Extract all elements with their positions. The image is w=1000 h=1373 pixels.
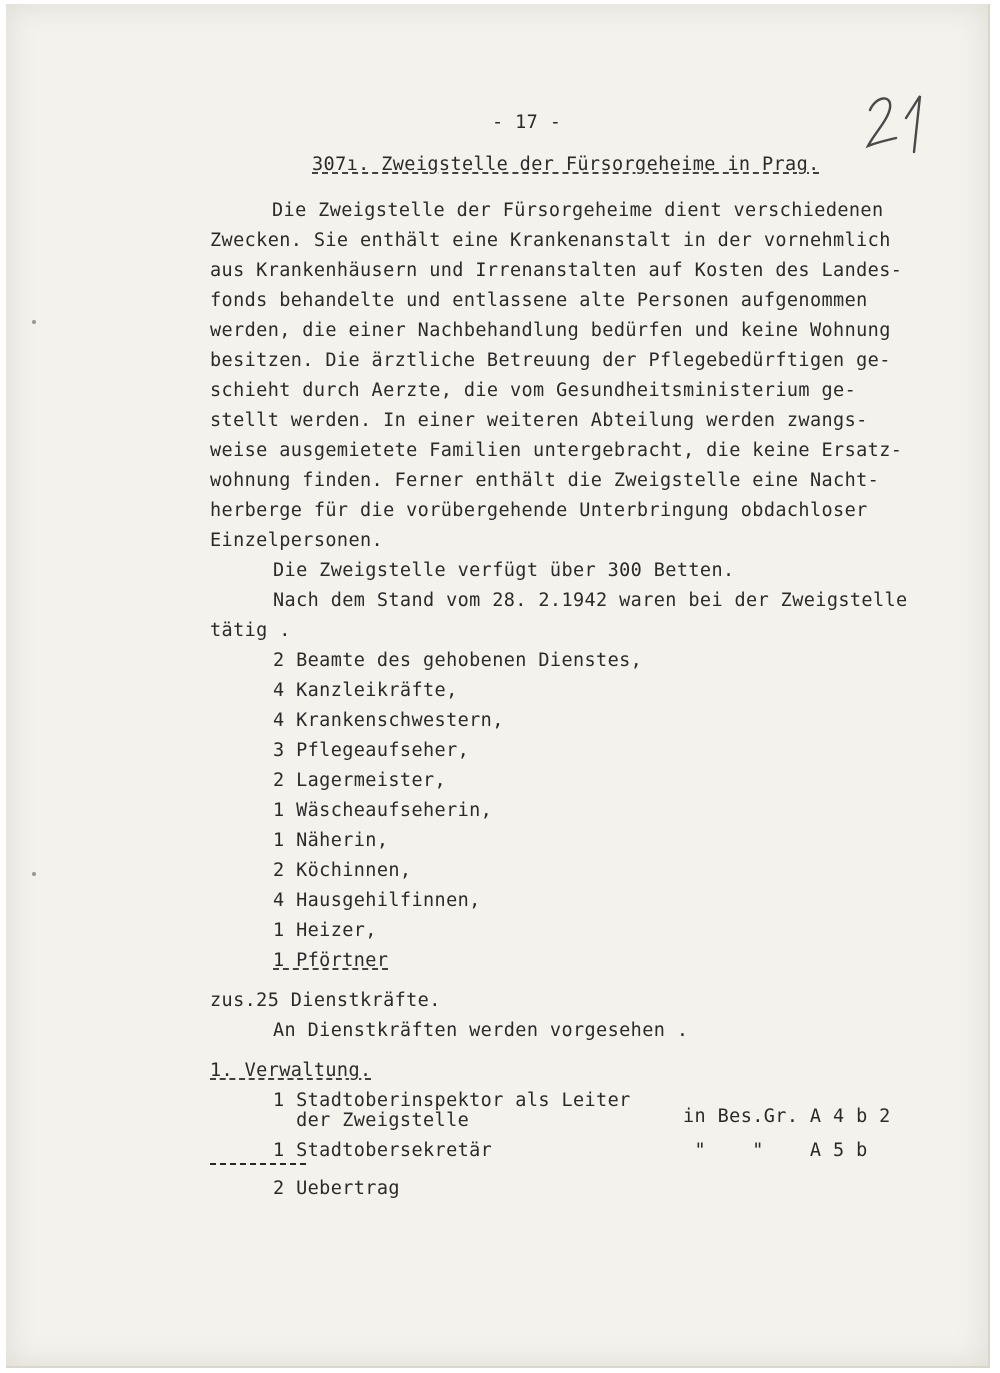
staff-item: 1 Pförtner: [273, 950, 389, 971]
paragraph-line: schieht durch Aerzte, die vom Gesundheitsministerium ge-: [210, 380, 857, 401]
page-number: - 17 -: [492, 112, 562, 133]
staff-item: 2 Köchinnen,: [273, 860, 412, 881]
position-line: 1 Stadtoberinspektor als Leiter: [273, 1090, 631, 1111]
staff-total: zus.25 Dienstkräfte.: [210, 990, 441, 1011]
paragraph-line: werden, die einer Nachbehandlung bedürfen und keine Wohnung: [210, 320, 891, 341]
position-grade: " " A 5 b: [683, 1140, 868, 1161]
staff-item: 4 Hausgehilfinnen,: [273, 890, 481, 911]
staff-item: 4 Kanzleikräfte,: [273, 680, 458, 701]
staff-item: 1 Näherin,: [273, 830, 389, 851]
paragraph-line: Die Zweigstelle der Fürsorgeheime dient verschiedenen: [272, 200, 884, 221]
paper-mark: [32, 872, 36, 876]
paragraph-line: herberge für die vorübergehende Unterbringung obdachloser: [210, 500, 868, 521]
beds-line: Die Zweigstelle verfügt über 300 Betten.: [273, 560, 735, 581]
paragraph-line: fonds behandelte und entlassene alte Personen aufgenommen: [210, 290, 868, 311]
paragraph-line: besitzen. Die ärztliche Betreuung der Pflegebedürftigen ge-: [210, 350, 891, 371]
staff-item: 1 Heizer,: [273, 920, 377, 941]
separator-dashes: [210, 1163, 306, 1165]
section-heading: 307ı. Zweigstelle der Fürsorgeheime in Prag.: [312, 154, 820, 175]
taetig-line: tätig .: [210, 620, 291, 641]
paragraph-line: wohnung finden. Ferner enthält die Zweigstelle eine Nacht-: [210, 470, 880, 491]
planned-intro: An Dienstkräften werden vorgesehen .: [273, 1020, 689, 1041]
staff-item: 1 Wäscheaufseherin,: [273, 800, 493, 821]
position-line-continued: der Zweigstelle: [273, 1110, 470, 1131]
paragraph-line: Zwecken. Sie enthält eine Krankenanstalt in der vornehmlich: [210, 230, 891, 251]
stand-line: Nach dem Stand vom 28. 2.1942 waren bei der Zweigstelle: [273, 590, 908, 611]
staff-item: 2 Beamte des gehobenen Dienstes,: [273, 650, 643, 671]
paragraph-line: weise ausgemietete Familien untergebracht, die keine Ersatz-: [210, 440, 903, 461]
staff-item: 3 Pflegeaufseher,: [273, 740, 470, 761]
position-grade: in Bes.Gr. A 4 b 2: [683, 1106, 891, 1127]
section-title-verwaltung: 1. Verwaltung.: [210, 1060, 372, 1081]
handwritten-page-number: [862, 88, 942, 158]
carry-over: 2 Uebertrag: [273, 1178, 400, 1199]
position-line: 1 Stadtobersekretär: [273, 1140, 493, 1161]
paragraph-line: aus Krankenhäusern und Irrenanstalten auf Kosten des Landes-: [210, 260, 903, 281]
paragraph-line: stellt werden. In einer weiteren Abteilung werden zwangs-: [210, 410, 868, 431]
staff-item: 2 Lagermeister,: [273, 770, 447, 791]
staff-item: 4 Krankenschwestern,: [273, 710, 504, 731]
paragraph-line: Einzelpersonen.: [210, 530, 384, 551]
paper-mark: [32, 320, 36, 324]
